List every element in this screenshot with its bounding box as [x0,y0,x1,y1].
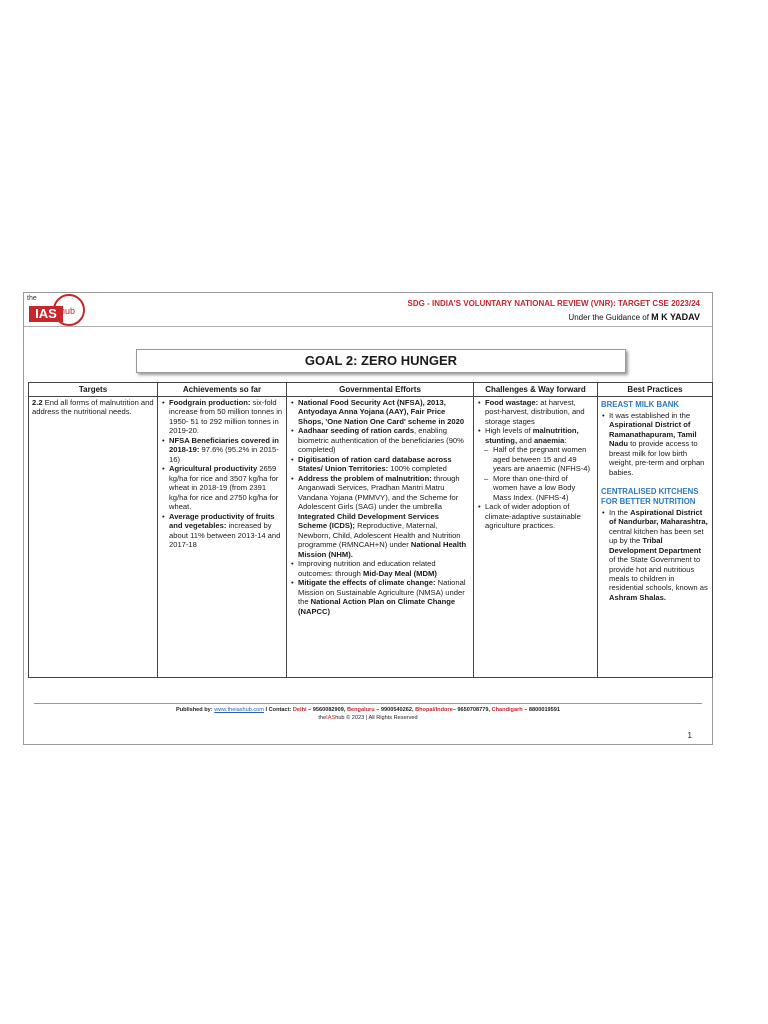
column-header-challenges: Challenges & Way forward [474,383,598,397]
subtitle-prefix: Under the Guidance of [568,313,652,322]
target-number: 2.2 [32,398,43,407]
header-divider [24,326,712,327]
list-item: – More than one-third of women have a low Body Mass Index. (NFHS-4) [493,474,594,502]
challenges-list [477,398,594,445]
list-item: • In the Aspirational District of Nandurbar, Maharashtra, central kitchen has been set up by the Tribal Development Department of the State Government to provide hot and nutritious meals to children in residential schools, known as Ashram Shalas. [609,508,709,603]
list-item: • High levels of malnutrition, stunting, and anaemia: [485,426,594,445]
list-item: • Food wastage: at harvest, post-harvest, distribution, and storage stages [485,398,594,426]
list-item: • Lack of wider adoption of climate-adaptive sustainable agriculture practices. [485,502,594,530]
list-item: • Aadhaar seeding of ration cards, enabling biometric authentication of the beneficiaries (90% completed) [298,426,470,454]
list-item: • Foodgrain production: six-fold increase from 50 million tonnes in 1950- 51 to 292 million tonnes in 2019-20. [169,398,283,436]
logo-hub-text: hub [60,306,76,316]
challenges-sublist [477,445,594,502]
sdg-table [28,382,713,678]
list-item: • Mitigate the effects of climate change: National Mission on Sustainable Agriculture (NMSA) under the National Action Plan on Climate Change (NAPCC) [298,578,470,616]
list-item: • NFSA Beneficiaries covered in 2018-19: 97.6% (95.2% in 2015-16) [169,436,283,464]
achievements-list [161,398,283,550]
goal-title: GOAL 2: ZERO HUNGER [136,349,626,373]
column-header-achievements: Achievements so far [158,383,287,397]
column-header-efforts: Governmental Efforts [287,383,474,397]
challenges-list-2 [477,502,594,530]
list-item: – Half of the pregnant women aged between 15 and 49 years are anaemic (NFHS-4) [493,445,594,473]
logo-the-text: the [27,295,37,302]
table-row [29,397,713,678]
page-number: 1 [687,731,692,740]
column-header-targets: Targets [29,383,158,397]
list-item: • National Food Security Act (NFSA), 2013, Antyodaya Anna Yojana (AAY), Fair Price Shops, 'One Nation One Card' scheme in 2020 [298,398,470,426]
target-cell [29,397,158,678]
list-item: • Address the problem of malnutrition: through Anganwadi Services, Pradhan Mantri Matru Vandana Yojana (PMMVY), and the Scheme for Adolescent Girls (SAG) under the umbrella Integrated Child Development Services Scheme (ICDS); Reproductive, Maternal, Newborn, Child, Adolescent Health and Nutrition programme (RMNCAH+N) under National Health Mission (NHM). [298,474,470,559]
best-practice-heading-1: BREAST MILK BANK [601,400,679,409]
achievements-cell [158,397,287,678]
website-link[interactable]: www.theiashub.com [214,707,264,713]
list-item: • Average productivity of fruits and vegetables: increased by about 11% between 2013-14 and 2017-18 [169,512,283,550]
list-item: • It was established in the Aspirational District of Ramanathapuram, Tamil Nadu to provide access to breast milk for low birth weight, pre-term and orphan babies. [609,411,709,477]
challenges-cell [474,397,598,678]
ias-hub-logo [27,294,107,330]
column-header-best-practices: Best Practices [598,383,713,397]
list-item: • Digitisation of ration card database across States/ Union Territories: 100% completed [298,455,470,474]
list-item: • Agricultural productivity 2659 kg/ha for rice and 3507 kg/ha for wheat in 2018-19 (from 2391 kg/ha for rice and 2750 kg/ha for wheat. [169,464,283,511]
best-practice-list-2 [601,508,709,603]
best-practice-heading-2: CENTRALISED KITCHENS FOR BETTER NUTRITION [601,487,699,506]
document-page [23,292,713,745]
header-title: SDG - INDIA'S VOLUNTARY NATIONAL REVIEW (VNR): TARGET CSE 2023/24 [407,299,700,308]
footer-divider [34,703,702,704]
list-item: • Improving nutrition and education related outcomes: through Mid-Day Meal (MDM) [298,559,470,578]
efforts-list [290,398,470,616]
footer-copyright: theIAShub © 2023 | All Rights Reserved [318,715,418,721]
table-header-row [29,383,713,397]
target-text: End all forms of malnutrition and address the nutritional needs. [32,398,154,417]
header-subtitle [568,312,700,322]
efforts-cell [287,397,474,678]
best-practice-list-1 [601,411,709,477]
subtitle-name: M K YADAV [651,312,700,322]
logo-ias-text: IAS [29,306,63,322]
best-practices-cell [598,397,713,678]
footer-contact: Published by: www.theiashub.com I Contact: Delhi – 9560082909, Bengaluru – 9900540262, Bhopal/Indore– 9650708779, Chandigarh – 8800019591 [175,707,561,713]
